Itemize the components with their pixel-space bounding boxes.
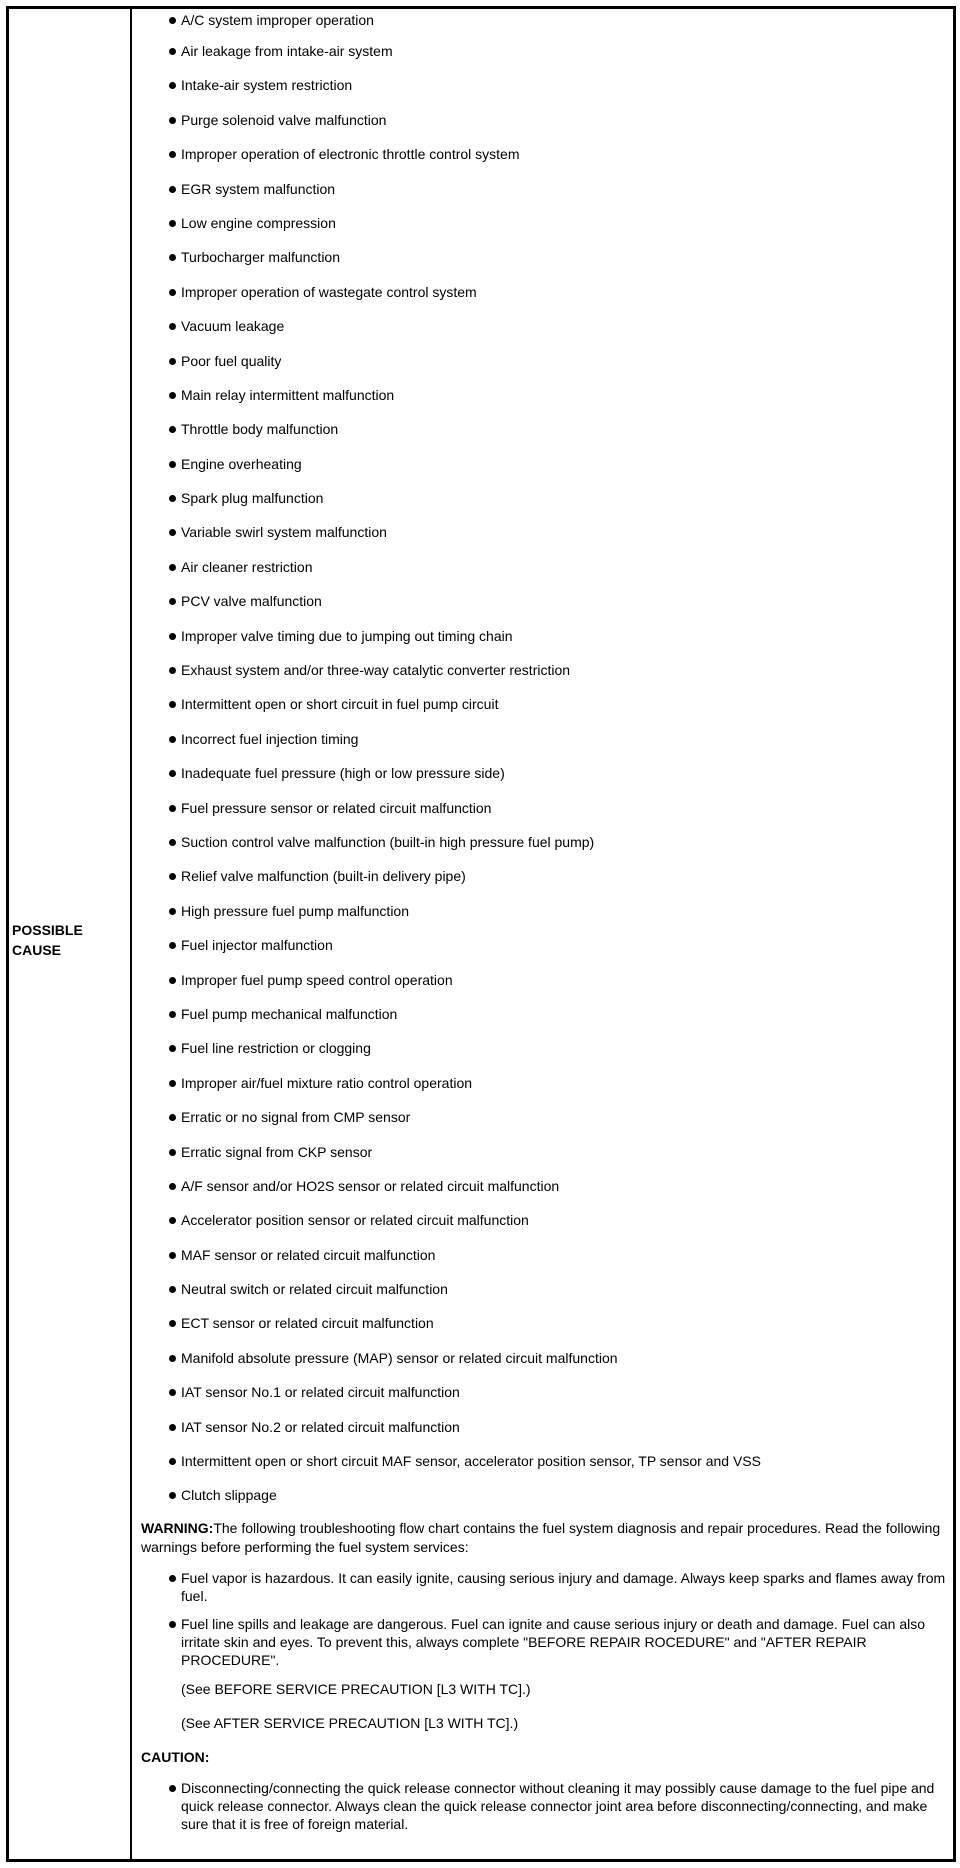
cause-item-text: IAT sensor No.2 or related circuit malfunction: [181, 1418, 460, 1435]
cause-item-text: Turbocharger malfunction: [181, 249, 341, 266]
cause-item-text: Throttle body malfunction: [181, 421, 339, 438]
warning-text: The following troubleshooting flow chart contains the fuel system diagnosis and repair procedures. Read the following warnings before performing the fuel system services:: [141, 1519, 941, 1555]
bullet-icon: [169, 736, 176, 743]
bullet-icon: [169, 289, 176, 296]
cause-item: [141, 102, 947, 136]
cause-item-text: Purge solenoid valve malfunction: [181, 111, 387, 128]
cause-item-text: Exhaust system and/or three-way catalytic converter restriction: [181, 662, 571, 679]
cause-item-text: Improper operation of wastegate control system: [181, 283, 477, 300]
cause-item: [141, 343, 947, 377]
cause-item: [141, 583, 947, 617]
cause-item-text: Manifold absolute pressure (MAP) sensor or related circuit malfunction: [181, 1349, 618, 1366]
ref-after-service[interactable]: (See AFTER SERVICE PRECAUTION [L3 WITH TC].): [181, 1714, 519, 1731]
caution-item: [141, 1779, 947, 1833]
bullet-icon: [169, 1424, 176, 1431]
cause-item: [141, 1477, 947, 1511]
bullet-icon: [169, 426, 176, 433]
cause-item-text: PCV valve malfunction: [181, 593, 322, 610]
cause-item: [141, 1030, 947, 1064]
cause-item-text: A/C system improper operation: [181, 12, 374, 28]
bullet-icon: [169, 186, 176, 193]
bullet-icon: [169, 770, 176, 777]
bullet-icon: [169, 701, 176, 708]
bullet-icon: [169, 1621, 176, 1628]
cause-item-text: A/F sensor and/or HO2S sensor or related circuit malfunction: [181, 1177, 560, 1194]
warning-block: [141, 1519, 947, 1557]
possible-cause-label: POSSIBLE CAUSE: [12, 922, 83, 958]
cause-item: [141, 1134, 947, 1168]
bullet-icon: [169, 667, 176, 674]
cause-item: [141, 790, 947, 824]
content-cell: [132, 9, 953, 1859]
cause-item-text: Accelerator position sensor or related circuit malfunction: [181, 1212, 529, 1229]
cause-item-text: Vacuum leakage: [181, 318, 285, 335]
cause-item-text: Fuel pump mechanical malfunction: [181, 1005, 398, 1022]
warning-item: [141, 1569, 947, 1605]
cause-item-text: Variable swirl system malfunction: [181, 524, 387, 541]
cause-item-text: Inadequate fuel pressure (high or low pressure side): [181, 765, 505, 782]
cause-item-text: Improper fuel pump speed control operation: [181, 971, 453, 988]
cause-item-text: Improper valve timing due to jumping out timing chain: [181, 627, 513, 644]
bullet-icon: [169, 82, 176, 89]
cause-item: [141, 239, 947, 273]
bullet-icon: [169, 1149, 176, 1156]
cause-item-text: Air leakage from intake-air system: [181, 43, 393, 59]
cause-item: [141, 171, 947, 205]
cause-item-text: Intermittent open or short circuit MAF sensor, accelerator position sensor, TP sensor and VSS: [181, 1453, 761, 1470]
cause-item: [141, 549, 947, 583]
bullet-icon: [169, 1458, 176, 1465]
bullet-icon: [169, 1785, 176, 1792]
cause-item-text: IAT sensor No.1 or related circuit malfunction: [181, 1384, 460, 1401]
bullet-icon: [169, 48, 176, 55]
cause-item-text: MAF sensor or related circuit malfunction: [181, 1246, 436, 1263]
bullet-icon: [169, 461, 176, 468]
bullet-icon: [169, 220, 176, 227]
bullet-icon: [169, 1217, 176, 1224]
cause-item-text: Clutch slippage: [181, 1487, 277, 1504]
cause-list: [141, 9, 947, 1512]
cause-item-text: Erratic or no signal from CMP sensor: [181, 1109, 411, 1126]
cause-item-text: High pressure fuel pump malfunction: [181, 902, 410, 919]
cause-item-text: EGR system malfunction: [181, 180, 336, 197]
cause-item: [141, 33, 947, 67]
bullet-icon: [169, 1492, 176, 1499]
warning-item-text: Fuel line spills and leakage are dangerous. Fuel can ignite and cause serious injury or death and damage. Fuel can also irritate skin and eyes. To prevent this, always complete "BEFORE REPAIR ROCEDURE" and "AFTER REPAIR PROCEDURE".: [181, 1615, 926, 1668]
cause-item: [141, 858, 947, 892]
cause-item: [141, 686, 947, 720]
caution-head: CAUTION:: [141, 1748, 210, 1765]
ref-before-service[interactable]: (See BEFORE SERVICE PRECAUTION [L3 WITH TC].): [181, 1680, 531, 1697]
bullet-icon: [169, 151, 176, 158]
bullet-icon: [169, 1114, 176, 1121]
cause-item-text: Engine overheating: [181, 455, 302, 472]
caution-item-text: Disconnecting/connecting the quick release connector without cleaning it may possibly cause damage to the fuel pipe and quick release connector. Always clean the quick release connector joint area before disconnecting/connecting, and make sure that it is free of foreign material.: [181, 1779, 935, 1832]
bullet-icon: [169, 1286, 176, 1293]
bullet-icon: [169, 873, 176, 880]
warning-item-text: Fuel vapor is hazardous. It can easily ignite, causing serious injury and damage. Always keep sparks and flames away from fuel.: [181, 1569, 946, 1604]
cause-item: [141, 652, 947, 686]
bullet-icon: [169, 564, 176, 571]
cause-item: [141, 1168, 947, 1202]
cause-item-text: Incorrect fuel injection timing: [181, 730, 359, 747]
cause-item: [141, 514, 947, 548]
bullet-icon: [169, 1355, 176, 1362]
cause-item-text: Fuel line restriction or clogging: [181, 1040, 371, 1057]
cause-item-text: Neutral switch or related circuit malfunction: [181, 1281, 448, 1298]
cause-item: [141, 962, 947, 996]
possible-cause-table: [6, 6, 956, 1862]
bullet-icon: [169, 17, 176, 24]
cause-item-text: Improper air/fuel mixture ratio control operation: [181, 1074, 473, 1091]
cause-item-text: Poor fuel quality: [181, 352, 282, 369]
bullet-icon: [169, 1011, 176, 1018]
cause-item: [141, 893, 947, 927]
warning-item: [141, 1615, 947, 1669]
cause-item: [141, 411, 947, 445]
cause-item: [141, 1409, 947, 1443]
bullet-icon: [169, 839, 176, 846]
bullet-icon: [169, 1252, 176, 1259]
bullet-icon: [169, 323, 176, 330]
bullet-icon: [169, 908, 176, 915]
bullet-icon: [169, 1575, 176, 1582]
bullet-icon: [169, 392, 176, 399]
cause-item-text: Intake-air system restriction: [181, 77, 353, 94]
bullet-icon: [169, 1045, 176, 1052]
cause-item: [141, 1305, 947, 1339]
bullet-icon: [169, 633, 176, 640]
cause-item: [141, 1374, 947, 1408]
bullet-icon: [169, 529, 176, 536]
cause-item: [141, 721, 947, 755]
label-cell: [9, 9, 132, 1859]
cause-item-text: Relief valve malfunction (built-in delivery pipe): [181, 868, 466, 885]
warning-list: [141, 1569, 947, 1669]
bullet-icon: [169, 598, 176, 605]
bullet-icon: [169, 977, 176, 984]
cause-item: [141, 308, 947, 342]
bullet-icon: [169, 1389, 176, 1396]
bullet-icon: [169, 1320, 176, 1327]
bullet-icon: [169, 805, 176, 812]
cause-item: [141, 1065, 947, 1099]
cause-item-text: Fuel injector malfunction: [181, 937, 333, 954]
cause-item: [141, 1202, 947, 1236]
cause-item: [141, 996, 947, 1030]
cause-item: [141, 1099, 947, 1133]
bullet-icon: [169, 1183, 176, 1190]
cause-item: [141, 824, 947, 858]
cause-item: [141, 377, 947, 411]
bullet-icon: [169, 1080, 176, 1087]
bullet-icon: [169, 942, 176, 949]
warning-head: WARNING:: [141, 1519, 214, 1536]
cause-item-text: Spark plug malfunction: [181, 490, 324, 507]
cause-item-text: Intermittent open or short circuit in fuel pump circuit: [181, 696, 499, 713]
cause-item-text: Suction control valve malfunction (built-in high pressure fuel pump): [181, 833, 595, 850]
bullet-icon: [169, 495, 176, 502]
bullet-icon: [169, 358, 176, 365]
cause-item: [141, 67, 947, 101]
bullet-icon: [169, 254, 176, 261]
cause-item-text: Air cleaner restriction: [181, 558, 313, 575]
cause-item: [141, 1340, 947, 1374]
cause-item: [141, 618, 947, 652]
bullet-icon: [169, 117, 176, 124]
cause-item: [141, 480, 947, 514]
caution-list: [141, 1779, 947, 1833]
cause-item-text: Fuel pressure sensor or related circuit malfunction: [181, 799, 492, 816]
cause-item-text: Erratic signal from CKP sensor: [181, 1143, 373, 1160]
cause-item: [141, 205, 947, 239]
cause-item: [141, 1237, 947, 1271]
cause-item: [141, 755, 947, 789]
cause-item: [141, 446, 947, 480]
cause-item: [141, 927, 947, 961]
cause-item-text: Low engine compression: [181, 214, 336, 231]
cause-item: [141, 136, 947, 170]
cause-item: [141, 1443, 947, 1477]
cause-item: [141, 1271, 947, 1305]
cause-item-text: ECT sensor or related circuit malfunction: [181, 1315, 434, 1332]
cause-item: [141, 9, 947, 33]
cause-item: [141, 274, 947, 308]
cause-item-text: Main relay intermittent malfunction: [181, 386, 395, 403]
cause-item-text: Improper operation of electronic throttle control system: [181, 146, 520, 163]
